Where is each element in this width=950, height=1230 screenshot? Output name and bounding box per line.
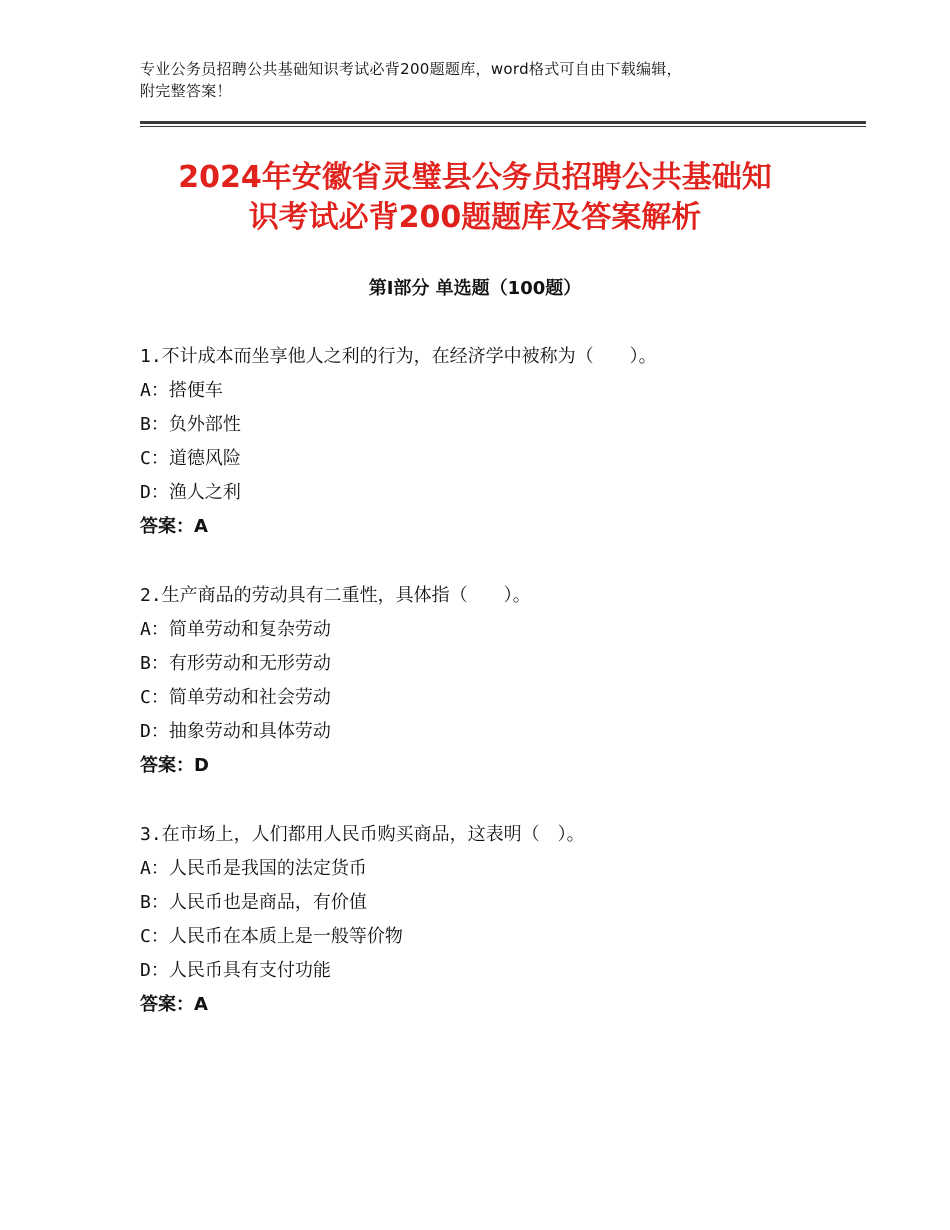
question-stem: 2.生产商品的劳动具有二重性，具体指（ ）。 [140, 585, 531, 606]
question-option-c: C：人民币在本质上是一般等价物 [140, 926, 403, 947]
question-option-a: A：搭便车 [140, 380, 223, 401]
question-2 [140, 579, 840, 783]
question-option-d: D：人民币具有支付功能 [140, 960, 331, 981]
question-1 [140, 340, 840, 544]
question-option-c: C：简单劳动和社会劳动 [140, 687, 331, 708]
question-stem: 3.在市场上，人们都用人民币购买商品，这表明（ ）。 [140, 824, 585, 845]
question-option-a: A：人民币是我国的法定货币 [140, 858, 367, 879]
document-title-line-2: 识考试必背200题题库及答案解析 [248, 200, 702, 235]
question-option-b: B：有形劳动和无形劳动 [140, 653, 331, 674]
question-option-b: B：人民币也是商品，有价值 [140, 892, 367, 913]
header-note-line-1: 专业公务员招聘公共基础知识考试必背200题题库，word格式可自由下载编辑， [140, 60, 682, 78]
header-note [140, 58, 820, 102]
section-title: 第Ⅰ部分 单选题（100题） [368, 278, 582, 299]
question-option-d: D：渔人之利 [140, 482, 241, 503]
question-answer: 答案：D [140, 755, 209, 776]
question-3 [140, 818, 840, 1022]
question-answer: 答案：A [140, 516, 208, 537]
document-title-line-1: 2024年安徽省灵璧县公务员招聘公共基础知 [178, 160, 772, 195]
question-option-a: A：简单劳动和复杂劳动 [140, 619, 331, 640]
question-option-b: B：负外部性 [140, 414, 241, 435]
header-note-line-2: 附完整答案！ [140, 82, 232, 100]
question-answer: 答案：A [140, 994, 208, 1015]
question-option-c: C：道德风险 [140, 448, 241, 469]
question-option-d: D：抽象劳动和具体劳动 [140, 721, 331, 742]
document-title [110, 158, 840, 238]
header-divider-thick [140, 121, 866, 124]
header-divider-thin [140, 126, 866, 127]
question-stem: 1.不计成本而坐享他人之利的行为，在经济学中被称为（ ）。 [140, 346, 657, 367]
